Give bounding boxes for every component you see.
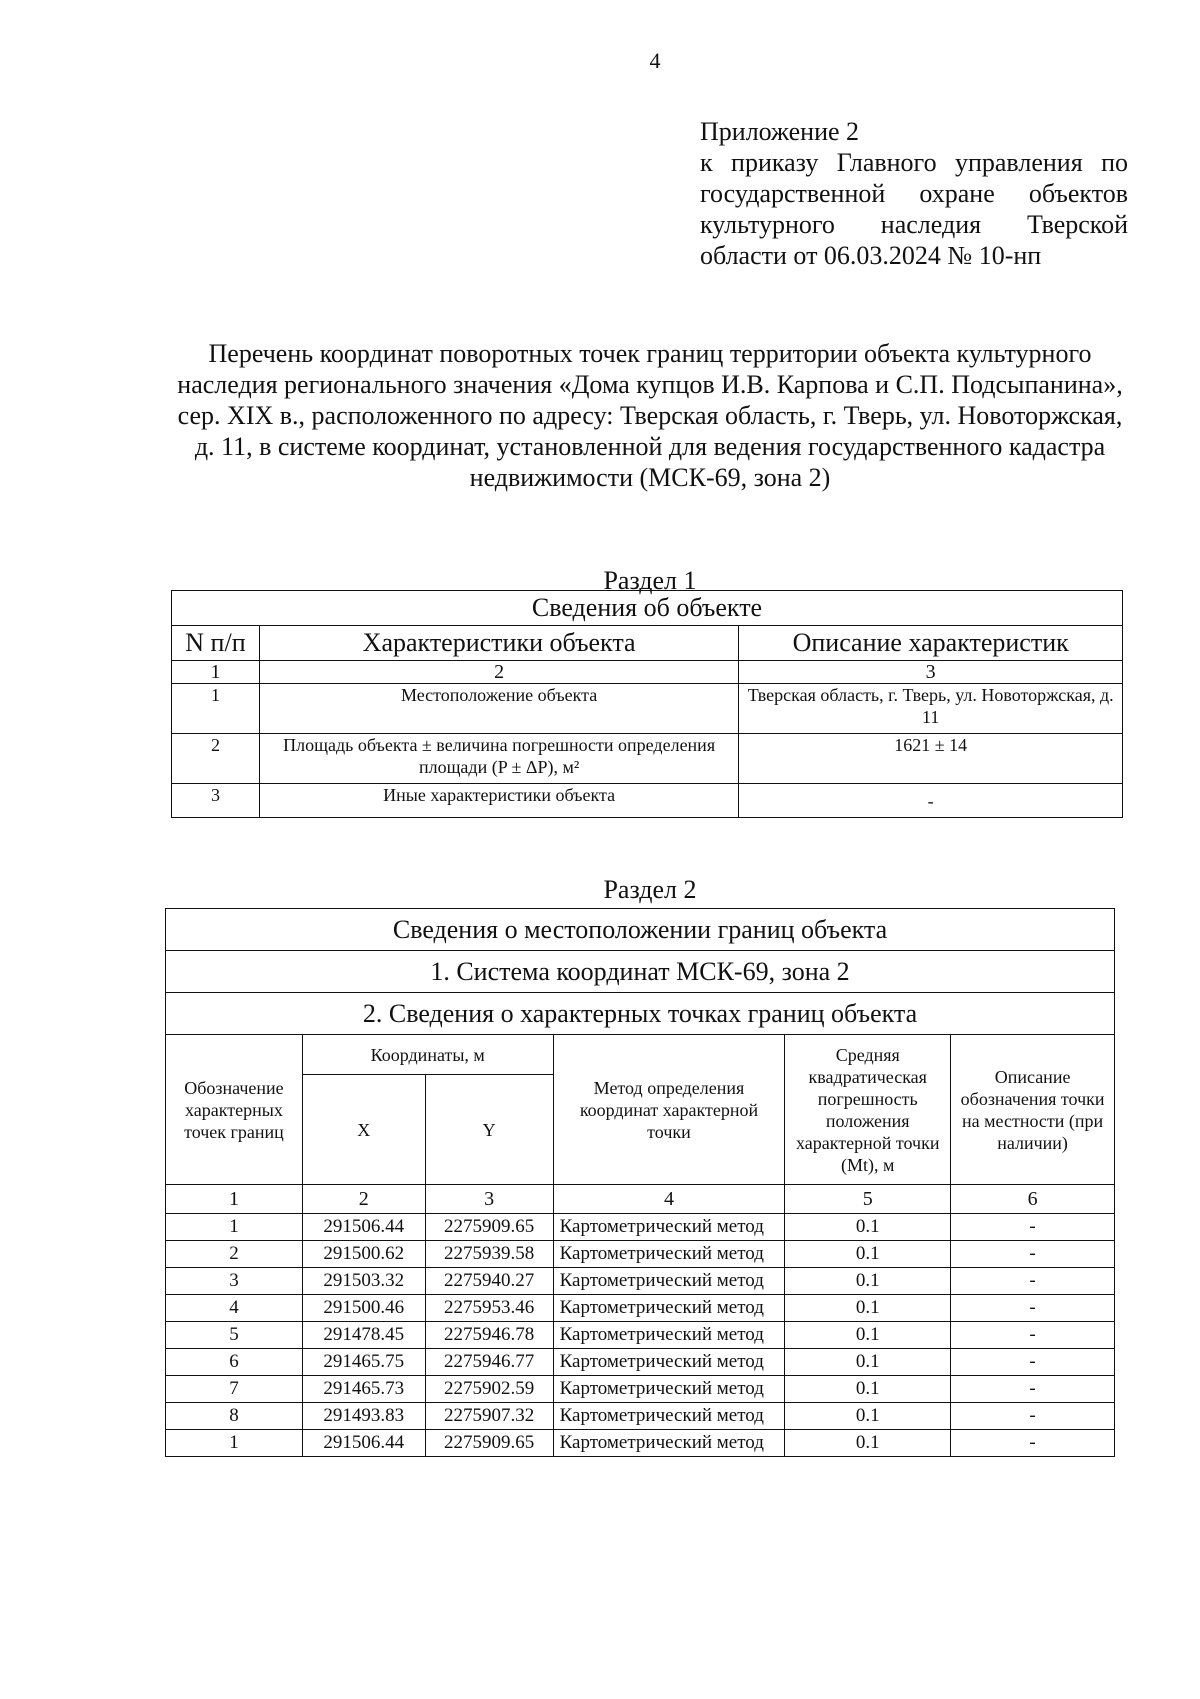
page-number: 4: [649, 48, 661, 73]
point-description: -: [951, 1376, 1115, 1403]
section1-col-number: 1: [172, 661, 260, 684]
section1-col-header: N п/п: [172, 626, 260, 661]
section2-col-header-x: X: [302, 1075, 425, 1185]
section1-row-characteristic: Местоположение объекта: [259, 684, 738, 734]
table-row: [166, 1430, 1115, 1457]
table-row: [166, 1214, 1115, 1241]
section2-col-header-description: Описание обозначения точки на местности (при наличии): [951, 1035, 1115, 1185]
table-row: [166, 1322, 1115, 1349]
section2-col-number: 2: [302, 1185, 425, 1214]
error-value: 0.1: [785, 1241, 951, 1268]
appendix-title: Приложение 2: [700, 117, 860, 146]
appendix-order-reference: к приказу Главного управления по государственной охране объектов культурного наследия Тверской области от 06.03.2024 № 10-нп: [700, 148, 1128, 270]
section1-label: Раздел 1: [603, 566, 697, 595]
table-row: [166, 1349, 1115, 1376]
point-description: -: [951, 1295, 1115, 1322]
method: Картометрический метод: [553, 1403, 785, 1430]
section1-col-number: 2: [259, 661, 738, 684]
y-coordinate: 2275940.27: [425, 1268, 553, 1295]
point-id: 3: [166, 1268, 303, 1295]
point-id: 4: [166, 1295, 303, 1322]
point-id: 8: [166, 1403, 303, 1430]
y-coordinate: 2275946.78: [425, 1322, 553, 1349]
point-description: -: [951, 1430, 1115, 1457]
method: Картометрический метод: [553, 1268, 785, 1295]
section2-col-header-point: Обозначение характерных точек границ: [166, 1035, 303, 1185]
section1-row-description: -: [739, 784, 1123, 818]
section2-header-points: 2. Сведения о характерных точках границ объекта: [166, 993, 1115, 1035]
point-id: 5: [166, 1322, 303, 1349]
error-value: 0.1: [785, 1295, 951, 1322]
method: Картометрический метод: [553, 1349, 785, 1376]
method: Картометрический метод: [553, 1376, 785, 1403]
section1-table: [171, 590, 1123, 818]
point-description: -: [951, 1268, 1115, 1295]
x-coordinate: 291465.75: [302, 1349, 425, 1376]
table-row: [166, 1403, 1115, 1430]
section1-header: Сведения об объекте: [172, 591, 1123, 626]
table-row: [166, 1295, 1115, 1322]
section1-row-number: 2: [172, 734, 260, 784]
x-coordinate: 291493.83: [302, 1403, 425, 1430]
error-value: 0.1: [785, 1349, 951, 1376]
section1-col-header: Характеристики объекта: [259, 626, 738, 661]
error-value: 0.1: [785, 1322, 951, 1349]
table-row: [166, 1376, 1115, 1403]
y-coordinate: 2275946.77: [425, 1349, 553, 1376]
y-coordinate: 2275902.59: [425, 1376, 553, 1403]
section1-col-header: Описание характеристик: [739, 626, 1123, 661]
section2-table: [165, 908, 1115, 1457]
section2-col-number: 3: [425, 1185, 553, 1214]
section2-col-header-method: Метод определения координат характерной точки: [553, 1035, 785, 1185]
section2-col-number: 1: [166, 1185, 303, 1214]
point-description: -: [951, 1349, 1115, 1376]
section1-row-number: 3: [172, 784, 260, 818]
point-id: 1: [166, 1430, 303, 1457]
x-coordinate: 291506.44: [302, 1430, 425, 1457]
section2-header-location: Сведения о местоположении границ объекта: [166, 909, 1115, 951]
point-description: -: [951, 1214, 1115, 1241]
method: Картометрический метод: [553, 1322, 785, 1349]
y-coordinate: 2275909.65: [425, 1430, 553, 1457]
section2-label: Раздел 2: [603, 875, 697, 904]
y-coordinate: 2275939.58: [425, 1241, 553, 1268]
point-id: 1: [166, 1214, 303, 1241]
point-id: 2: [166, 1241, 303, 1268]
x-coordinate: 291500.46: [302, 1295, 425, 1322]
x-coordinate: 291500.62: [302, 1241, 425, 1268]
y-coordinate: 2275907.32: [425, 1403, 553, 1430]
table-row: [166, 1241, 1115, 1268]
section2-col-number: 5: [785, 1185, 951, 1214]
point-id: 6: [166, 1349, 303, 1376]
y-coordinate: 2275953.46: [425, 1295, 553, 1322]
section2-header-coordinate-system: 1. Система координат МСК-69, зона 2: [166, 951, 1115, 993]
section2-col-header-coords: Координаты, м: [302, 1035, 553, 1075]
method: Картометрический метод: [553, 1241, 785, 1268]
x-coordinate: 291506.44: [302, 1214, 425, 1241]
section1-row-description: 1621 ± 14: [739, 734, 1123, 784]
section1-row-characteristic: Иные характеристики объекта: [259, 784, 738, 818]
error-value: 0.1: [785, 1403, 951, 1430]
appendix-block: [700, 116, 1128, 271]
method: Картометрический метод: [553, 1295, 785, 1322]
document-title: Перечень координат поворотных точек границ территории объекта культурного наследия регионального значения «Дома купцов И.В. Карпова и С.П. Подсыпанина», сер. XIX в., расположенного по адресу: Тверская область, г. Тверь, ул. Новоторжская, д. 11, в системе координат, установленной для ведения государственного кадастра недвижимости (МСК-69, зона 2): [177, 339, 1123, 492]
section1-row-number: 1: [172, 684, 260, 734]
point-description: -: [951, 1403, 1115, 1430]
x-coordinate: 291503.32: [302, 1268, 425, 1295]
point-description: -: [951, 1241, 1115, 1268]
error-value: 0.1: [785, 1214, 951, 1241]
section2-col-number: 6: [951, 1185, 1115, 1214]
error-value: 0.1: [785, 1376, 951, 1403]
method: Картометрический метод: [553, 1214, 785, 1241]
section2-col-header-error: Средняя квадратическая погрешность положения характерной точки (Mt), м: [785, 1035, 951, 1185]
section1-col-number: 3: [739, 661, 1123, 684]
section2-col-header-y: Y: [425, 1075, 553, 1185]
section1-row-characteristic: Площадь объекта ± величина погрешности определения площади (P ± ΔP), м²: [259, 734, 738, 784]
section2-col-number: 4: [553, 1185, 785, 1214]
point-description: -: [951, 1322, 1115, 1349]
x-coordinate: 291465.73: [302, 1376, 425, 1403]
point-id: 7: [166, 1376, 303, 1403]
section1-row-description: Тверская область, г. Тверь, ул. Новоторжская, д. 11: [739, 684, 1123, 734]
x-coordinate: 291478.45: [302, 1322, 425, 1349]
y-coordinate: 2275909.65: [425, 1214, 553, 1241]
method: Картометрический метод: [553, 1430, 785, 1457]
error-value: 0.1: [785, 1430, 951, 1457]
table-row: [166, 1268, 1115, 1295]
error-value: 0.1: [785, 1268, 951, 1295]
